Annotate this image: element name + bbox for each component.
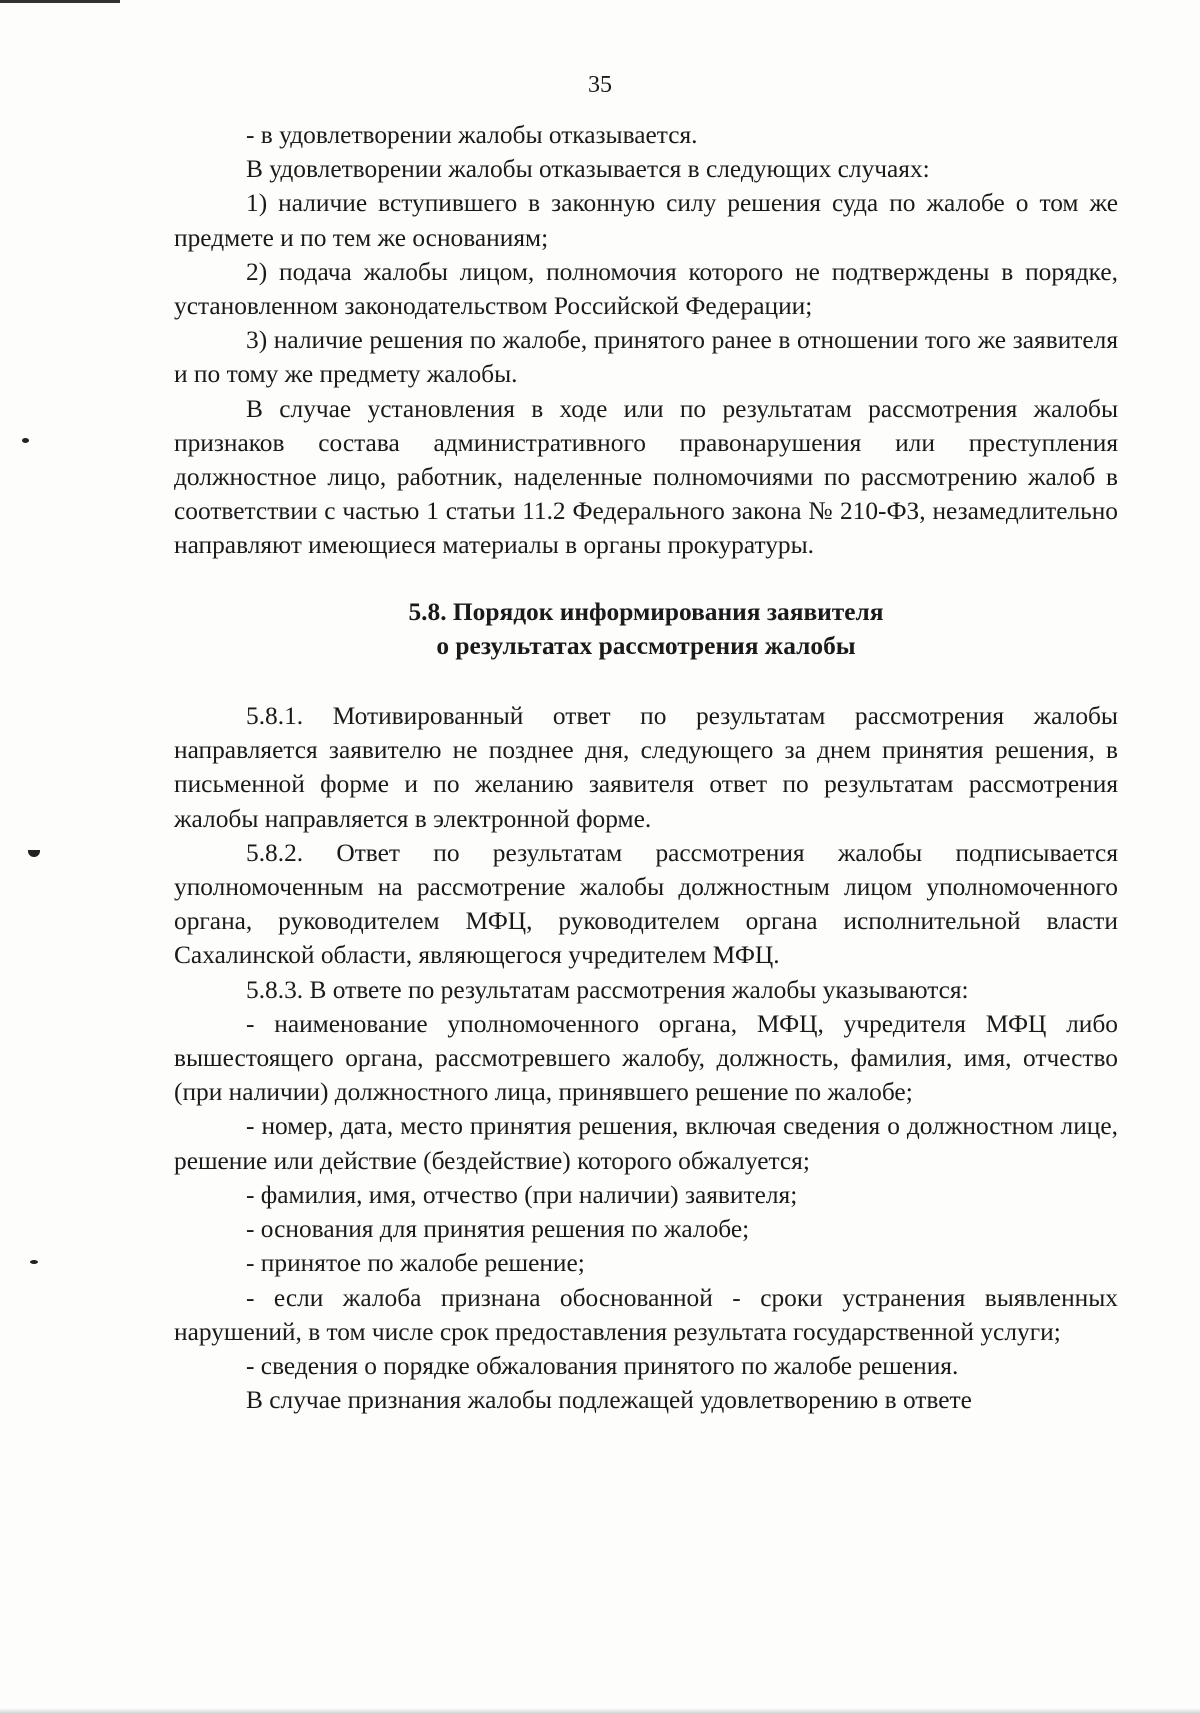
paragraph: - в удовлетворении жалобы отказывается. — [246, 121, 698, 149]
paragraph: В удовлетворении жалобы отказывается в следующих случаях: — [246, 155, 930, 184]
list-item: - если жалоба признана обоснованной - сроки устранения выявленных нарушений, в том числе срок предоставления результата государственной услуги; — [174, 1283, 1118, 1346]
list-item: - номер, дата, место принятия решения, включая сведения о должностном лице, решение или действие (бездействие) которого обжалуется; — [174, 1112, 1118, 1175]
paragraph: В случае признания жалобы подлежащей удовлетворению в ответе — [246, 1386, 972, 1415]
list-item: - фамилия, имя, отчество (при наличии) заявителя; — [246, 1180, 798, 1209]
list-item: - сведения о порядке обжалования принятого по жалобе решения. — [246, 1351, 959, 1380]
paragraph: 1) наличие вступившего в законную силу решения суда по жалобе о том же предмете и по тем же основаниям; — [174, 189, 1118, 252]
scan-edge-bottom — [0, 1708, 1200, 1714]
list-item: - принятое по жалобе решение; — [246, 1249, 585, 1278]
scan-speck — [30, 1260, 38, 1264]
paragraph: 5.8.3. В ответе по результатам рассмотрения жалобы указываются: — [246, 975, 969, 1004]
scan-speck — [28, 850, 40, 857]
scan-speck — [22, 438, 29, 443]
scan-edge-mark — [0, 0, 120, 3]
paragraph: В случае установления в ходе или по результатам рассмотрения жалобы признаков состава административного правонарушения или преступления должностное лицо, работник, наделенные полномочиями по рассмотрению жалоб в соответствии с частью 1 статьи 11.2 Федерального закона № 210-ФЗ, незамедлительно направляют имеющиеся материалы в органы прокуратуры. — [174, 394, 1118, 560]
paragraph: 3) наличие решения по жалобе, принятого ранее в отношении того же заявителя и по тому же предмету жалобы. — [174, 326, 1118, 389]
section-heading-line: о результатах рассмотрения жалобы — [436, 631, 856, 660]
page-number: 35 — [588, 72, 612, 98]
section-heading — [174, 595, 1118, 663]
list-item: - основания для принятия решения по жалобе; — [246, 1215, 750, 1244]
section-heading-line: 5.8. Порядок информирования заявителя — [408, 597, 884, 626]
list-item: - наименование уполномоченного органа, МФЦ, учредителя МФЦ либо вышестоящего органа, рассмотревшего жалобу, должность, фамилия, имя, отчество (при наличии) должностного лица, принявшего решение по жалобе; — [174, 1009, 1118, 1107]
paragraph: 5.8.2. Ответ по результатам рассмотрения жалобы подписывается уполномоченным на рассмотрение жалобы должностным лицом уполномоченного органа, руководителем МФЦ, руководителем органа исполнительной власти Сахалинской области, являющегося учредителем МФЦ. — [174, 838, 1118, 970]
paragraph: 2) подача жалобы лицом, полномочия которого не подтверждены в порядке, установленном законодательством Российской Федерации; — [174, 257, 1118, 321]
paragraph: 5.8.1. Мотивированный ответ по результатам рассмотрения жалобы направляется заявителю не позднее дня, следующего за днем принятия решения, в письменной форме и по желанию заявителя ответ по результатам рассмотрения жалобы направляется в электронной форме. — [174, 702, 1118, 833]
document-body — [174, 118, 1118, 1417]
